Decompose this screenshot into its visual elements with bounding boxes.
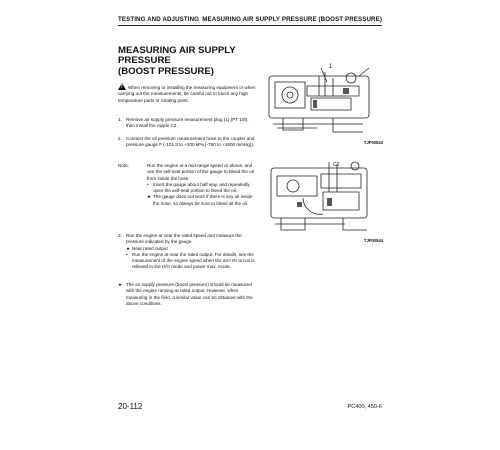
note-block: [118, 163, 256, 207]
note-label: Note:: [118, 163, 129, 168]
note-bullet: [147, 194, 256, 207]
step-text: Connect the oil pressure measurement hose to the coupler and pressure gauge F (-101.3 to +200 kPa {-760 to +1500 mmHg}).: [126, 136, 255, 148]
figure-2: [263, 158, 383, 244]
page-number: 20-112: [118, 402, 143, 411]
model-name: PC400, 450-6: [347, 404, 382, 410]
figure-caption: TJF00544: [363, 238, 383, 243]
callout-label: C2: [333, 162, 340, 168]
step-1: [118, 117, 256, 130]
header-section-title: TESTING AND ADJUSTING: [118, 16, 200, 23]
page-title: [118, 46, 236, 77]
step-number: 1.: [118, 117, 122, 122]
bullet-mark: •: [147, 181, 149, 187]
item-text: Run the engine at near the rated output. For details, see the measurement of the engine speed when the arm IN circuit is relieved in the H/O mode and power max. mode.: [132, 251, 255, 270]
star-mark: ★: [147, 194, 152, 200]
header-rule: [118, 25, 382, 26]
warning-triangle-icon: !: [118, 83, 126, 90]
bullet-mark: •: [126, 251, 128, 257]
figure-1: [263, 62, 383, 146]
callout-number: 1: [329, 64, 333, 70]
star-mark: ★: [126, 245, 131, 251]
step-text: Run the engine at near the rated speed and measure the pressure indicated by the gauge.: [126, 233, 242, 245]
final-note: [118, 282, 256, 307]
star-mark: ★: [118, 282, 123, 287]
note-text: Run the engine at a mid-range speed or above, and use the self-seal portion of the gauge to bleed the oil from inside the hose.: [147, 163, 254, 181]
step-text: Remove air supply pressure measurement plug (1) (PT 1/8), then install the nipple C2.: [126, 117, 249, 129]
header-page-topic: MEASURING AIR SUPPLY PRESSURE (BOOST PRESSURE): [202, 16, 382, 23]
warning-text: When removing or installing the measuring equipment or when carrying out the measurements, be careful not to touch any high temperature parts or rotating parts.: [118, 85, 256, 103]
step-item: [126, 252, 256, 271]
step-number: 2.: [118, 136, 122, 141]
note-bullet: [147, 182, 256, 195]
title-line: PRESSURE: [118, 55, 171, 67]
engine-diagram-2: [263, 158, 383, 238]
figure-caption: TJF00543: [363, 140, 383, 145]
step-number: 3.: [118, 233, 122, 238]
title-line: (BOOST PRESSURE): [118, 65, 214, 77]
title-line: MEASURING AIR SUPPLY: [118, 45, 236, 56]
bullet-text: Insert the gauge about half way, and repeatedly open the self-seal portion to bleed the oil.: [153, 181, 250, 194]
step-2: [118, 136, 256, 149]
engine-diagram-1: [263, 62, 383, 140]
final-note-text: The air supply pressure (boost pressure) should be measured with the engine running at rated output. However, when measuring in the field, a similar value can be obtained with the above conditions.: [126, 282, 253, 306]
step-3: [118, 233, 256, 271]
item-text: Near rated output: [132, 245, 168, 251]
bullet-text: The gauge does not work if there is any oil inside the hose, so always be sure to bleed all the oil.: [153, 194, 253, 206]
warning-block: [118, 83, 256, 104]
